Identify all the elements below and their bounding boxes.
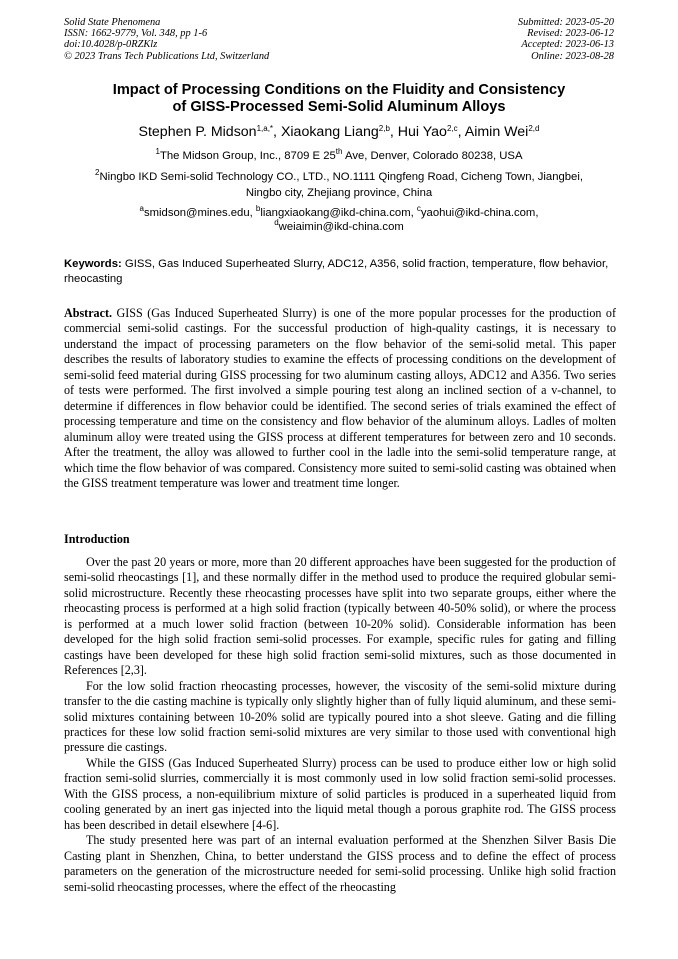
abstract-label: Abstract. xyxy=(64,306,113,320)
paragraph: Over the past 20 years or more, more than 20 different approaches have been suggested for the production of semi-solid rheocastings [1], and these normally differ in the method used to produce the required globular semi-solid microstructure. Recently these rheocasting processes have split into two separate groups, either where the rheocasting process is performed at a high solid fraction (typically between 40-50% solid), or where the process is performed at a much lower solid fraction (between 10-20% solid). Considerable information has been developed for the high solid fraction semi-solid processes. For example, specific rules for gating and filling castings have been developed for these high solid fraction semi-solid mixtures, such as those documented in References [2,3]. xyxy=(64,555,616,678)
abstract-text: GISS (Gas Induced Superheated Slurry) is one of the more popular processes for the production of commercial semi-solid castings. For the successful production of high-quality castings, it is necessary to understand the impact of processing parameters on the flow behavior of the semi-solid metal. This paper describes the results of laboratory studies to examine the effects of processing conditions on the development of semi-solid feed material during GISS processing for two aluminum casting alloys, ADC12 and A356. Two series of tests were performed. The first involved a simple pouring test along an inclined section of a v-channel, to determine if differences in flow behavior could be identified. The second series of trials examined the effect of processing temperature and time on the consistency and flow behavior of the aluminum alloys. Ladles of molten aluminum alloy were treated using the GISS process at different temperatures for between zero and 10 seconds. After the treatment, the alloy was allowed to further cool in the ladle into the semi-solid temperature range, at which time the flow behavior of was compared. Consistency more suited to semi-solid casting was obtained when the GISS treatment temperature was lower and treatment time longer. xyxy=(64,306,616,490)
email-address: liangxiaokang@ikd-china.com, xyxy=(260,207,417,219)
email-sup: c xyxy=(416,204,421,213)
copyright-line: © 2023 Trans Tech Publications Ltd, Switzerland xyxy=(64,50,270,62)
title-line-1: Impact of Processing Conditions on the Fluidity and Consistency xyxy=(112,82,566,98)
affiliation-text: The Midson Group, Inc., 8709 E 25 xyxy=(159,150,336,162)
affiliation-text: Ningbo IKD Semi-solid Technology CO., LTD., NO.1111 Qingfeng Road, Cicheng Town, Jiangbei, xyxy=(99,171,583,183)
paragraph: For the low solid fraction rheocasting processes, however, the viscosity of the semi-solid mixture during transfer to the die casting machine is typically only slightly higher than of fully liquid aluminum, and these semi-solid mixtures containing between 10-20% solid are typically poured into a shot sleeve. Gating and die filling practices for these low solid fraction semi-solid mixtures are very similar to those used with conventional high pressure die castings. xyxy=(64,678,616,755)
affiliation-text: Ningbo city, Zhejiang province, China xyxy=(245,187,433,199)
abstract xyxy=(64,306,616,491)
accepted-date: Accepted: 2023-06-13 xyxy=(521,39,614,51)
author-separator: , xyxy=(273,124,281,140)
journal-info xyxy=(64,17,269,62)
section-heading: Introduction xyxy=(64,532,130,546)
ordinal-sup: th xyxy=(335,147,343,156)
author-sup: 2,c xyxy=(446,124,458,133)
author-separator: , xyxy=(457,124,465,140)
affiliation-sup: 2 xyxy=(95,168,100,177)
author-separator: , xyxy=(389,124,398,140)
introduction-body xyxy=(64,555,616,895)
online-date: Online: 2023-08-28 xyxy=(531,50,614,62)
author-list xyxy=(40,124,638,141)
affiliation-2 xyxy=(60,169,618,201)
email-sup: a xyxy=(139,204,144,213)
author-name: Aimin Wei xyxy=(464,124,529,140)
submitted-date: Submitted: 2023-05-20 xyxy=(517,17,614,28)
email-list xyxy=(60,206,618,234)
email-sup: d xyxy=(274,218,279,227)
revised-date: Revised: 2023-06-12 xyxy=(527,28,614,40)
author-name: Hui Yao xyxy=(397,124,447,140)
keywords-label: Keywords: xyxy=(64,258,122,270)
author-sup: 1,a,* xyxy=(256,124,274,133)
keywords-text: GISS, Gas Induced Superheated Slurry, ADC12, A356, solid fraction, temperature, flow behavior, rheocasting xyxy=(64,258,609,285)
journal-name: Solid State Phenomena xyxy=(64,17,161,28)
doi-line: doi:10.4028/p-0RZKlz xyxy=(64,39,158,51)
submission-dates xyxy=(518,17,614,62)
email-address: weiaimin@ikd-china.com xyxy=(278,221,404,233)
paragraph: The study presented here was part of an internal evaluation performed at the Shenzhen Silver Basis Die Casting plant in Shenzhen, China, to better understand the GISS process and to define the effect of process parameters on the generation of the microstructure needed for semi-solid processing. Unlike high solid fraction semi-solid rheocasting processes, where the effect of the rheocasting xyxy=(64,833,616,894)
keywords xyxy=(64,257,616,287)
title-line-2: of GISS-Processed Semi-Solid Aluminum Alloys xyxy=(172,99,506,115)
email-address: yaohui@ikd-china.com, xyxy=(420,207,539,219)
paragraph: While the GISS (Gas Induced Superheated Slurry) process can be used to produce either low or high solid fraction semi-solid slurries, commercially it is most commonly used in low solid fraction semi-solid processes. With the GISS process, a non-equilibrium mixture of solid particles is produced in a superheated liquid from cooling generated by an inert gas injected into the liquid metal though a porous graphite rod. The GISS process has been described in detail elsewhere [4-6]. xyxy=(64,755,616,832)
affiliation-sup: 1 xyxy=(155,147,160,156)
author-sup: 2,d xyxy=(528,124,540,133)
affiliation-1 xyxy=(60,148,618,164)
paper-title xyxy=(40,82,638,116)
email-sup: b xyxy=(255,204,261,213)
affiliation-text: Ave, Denver, Colorado 80238, USA xyxy=(342,150,523,162)
author-sup: 2,b xyxy=(378,124,390,133)
email-address: smidson@mines.edu, xyxy=(143,207,256,219)
issn-line: ISSN: 1662-9779, Vol. 348, pp 1-6 xyxy=(64,28,208,40)
author-name: Xiaokang Liang xyxy=(280,124,379,140)
author-name: Stephen P. Midson xyxy=(138,124,257,140)
